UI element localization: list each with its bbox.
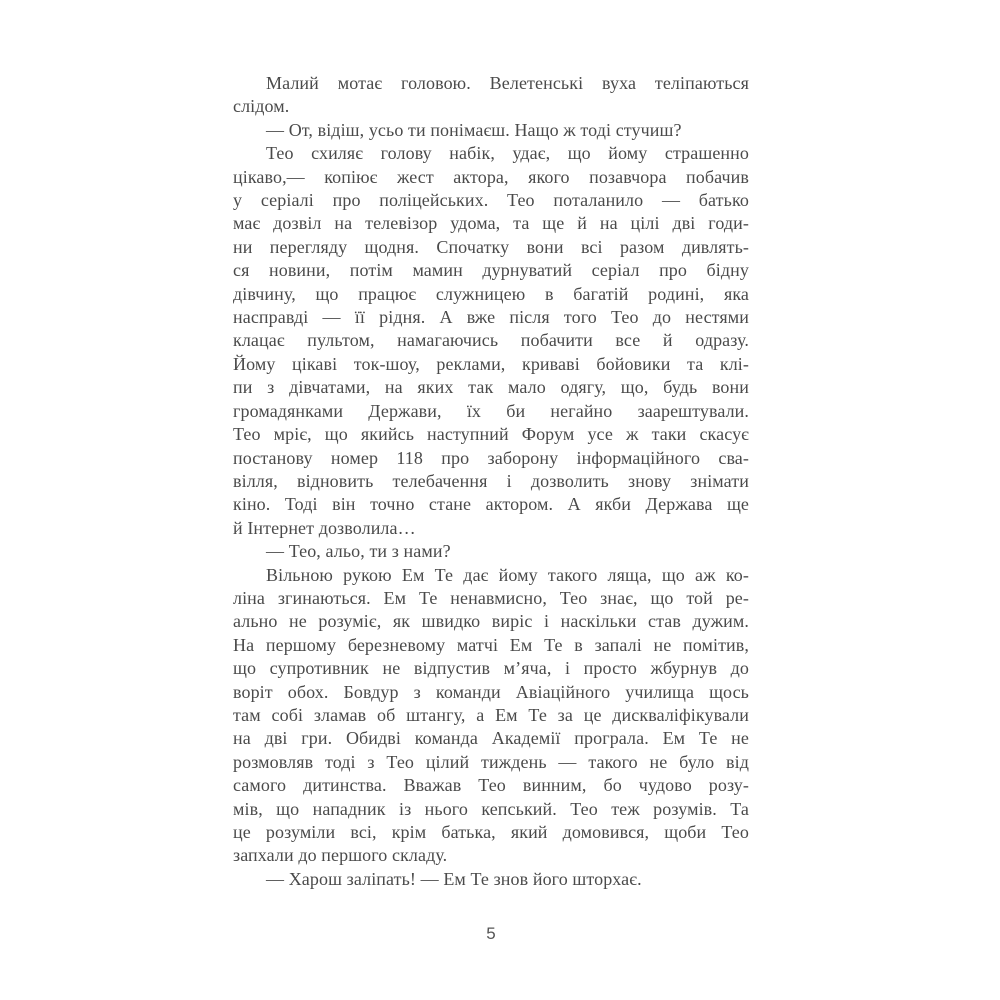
text-line: ліна згинаються. Ем Те ненавмисно, Тео знає, що той ре-: [233, 587, 749, 608]
paragraph: [233, 142, 749, 540]
page-number: 5: [486, 924, 496, 943]
text-line: Тео мріє, що якийсь наступний Форум усе ж таки скасує: [233, 424, 749, 445]
paragraph: [233, 868, 749, 891]
text-line: постанову номер 118 про заборону інформаційного сва-: [233, 447, 749, 468]
text-line: Вільною рукою Ем Те дає йому такого ляща, що аж ко-: [266, 564, 749, 585]
text-line: слідом.: [233, 96, 290, 117]
text-line: воріт обох. Бовдур з команди Авіаційного училища щось: [233, 681, 749, 702]
text-line: Тео схиляє голову набік, удає, що йому страшенно: [266, 143, 749, 164]
text-line: на дві гри. Обидві команда Академії програла. Ем Те не: [233, 728, 749, 749]
text-line: ально не розуміє, як швидко виріс і наскільки став дужим.: [233, 611, 749, 632]
text-line: — Харош заліпать! — Ем Те знов його шторхає.: [266, 868, 642, 889]
text-line: самого дитинства. Вважав Тео винним, бо чудово розу-: [233, 775, 749, 796]
text-line: цікаво,— копіює жест актора, якого позавчора побачив: [233, 166, 749, 187]
text-line: ся новини, потім мамин дурнуватий серіал про бідну: [233, 260, 749, 281]
text-line: Малий мотає головою. Велетенські вуха теліпаються: [266, 73, 749, 93]
text-line: — От, відіш, усьо ти понімаєш. Нащо ж тоді стучиш?: [266, 119, 682, 140]
text-line: ни перегляду щодня. Спочатку вони всі разом дивлять-: [233, 236, 749, 257]
paragraph: [233, 564, 749, 868]
text-line: розмовляв тоді з Тео цілий тиждень — такого не було від: [233, 751, 749, 772]
text-line: й Інтернет дозволила…: [233, 517, 416, 538]
paragraph: [233, 540, 749, 563]
text-line: мів, що нападник із нього кепський. Тео теж розумів. Та: [233, 798, 749, 819]
text-line: клацає пультом, намагаючись побачити все й одразу.: [233, 330, 749, 351]
text-line: запхали до першого складу.: [233, 845, 448, 866]
text-line: громадянками Держави, їх би негайно заарештували.: [233, 400, 749, 421]
text-line: кіно. Тоді він точно стане актором. А якби Держава ще: [233, 494, 749, 515]
text-line: Йому цікаві ток-шоу, реклами, криваві бойовики та клі-: [233, 353, 749, 374]
text-line: у серіалі про поліцейських. Тео поталанило — батько: [233, 190, 749, 211]
text-line: там собі зламав об штангу, а Ем Те за це дискваліфікували: [233, 704, 749, 725]
text-block: [233, 72, 749, 891]
text-line: це розуміли всі, крім батька, який домовився, щоби Тео: [233, 822, 749, 842]
text-line: — Тео, альо, ти з нами?: [266, 541, 451, 562]
text-line: вілля, відновить телебачення і дозволить знову знімати: [233, 470, 749, 491]
paragraph: [233, 72, 749, 119]
paragraph: [233, 119, 749, 142]
text-line: насправді — її рідня. А вже після того Тео до нестями: [233, 307, 749, 328]
text-line: На першому березневому матчі Ем Те в запалі не помітив,: [233, 634, 749, 655]
text-line: дівчину, що працює служницею в багатій родині, яка: [233, 283, 749, 304]
text-line: пи з дівчатами, на яких так мало одягу, що, будь вони: [233, 377, 749, 398]
text-line: має дозвіл на телевізор удома, та ще й на цілі дві годи-: [233, 213, 749, 234]
text-line: що супротивник не відпустив м’яча, і просто жбурнув до: [233, 658, 749, 679]
